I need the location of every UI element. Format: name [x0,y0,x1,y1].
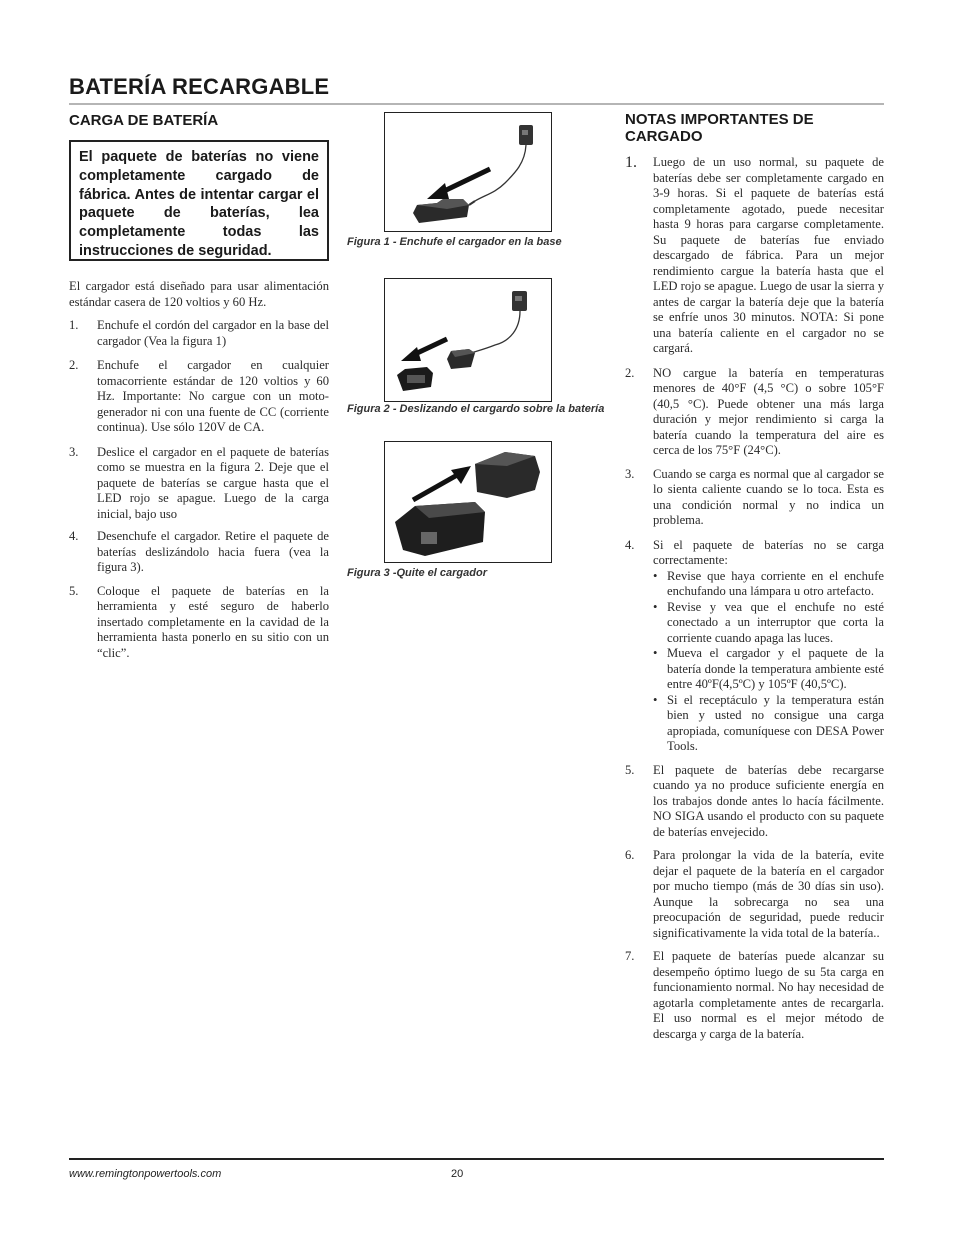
notes-heading: NOTAS IMPORTANTES DE CARGADO [625,111,814,145]
step-item: 4. Desenchufe el cargador. Retire el paquete de baterías deslizándolo hacia fuera (vea la figura 3). [69,529,329,574]
figure-2-caption: Figura 2 - Deslizando el cargardo sobre la batería [347,403,605,415]
page-number: 20 [451,1168,464,1180]
figure-2-image [384,278,552,402]
note-item: 1. Luego de un uso normal, su paquete de baterías debe ser completamente cargado en 3-9 horas. Si el paquete de baterías está completamente agotado, puede necesitar hasta 9 horas para cargarse completamente. Su paquete de baterías fue enviado descargado de fábrica. Para un mejor rendimiento cargue la batería hasta que el LED rojo se apague. Luego de usar la sierra y antes de cargar la batería deje que la batería se enfríe unos 30 minutos. NOTA: Si pone una batería caliente en el cargador no se cargará. [625,154,884,355]
note-item: 3. Cuando se carga es normal que al cargador se lo sienta caliente cuando se lo toca. Esta es una condición normal y no indica un problema. [625,466,884,527]
troubleshoot-bullet: • Revise que haya corriente en el enchufe enchufando una lámpara u otro artefacto. [653,568,884,598]
step-item: 3. Deslice el cargador en el paquete de baterías como se muestra en la figura 2. Deje que el paquete de baterías se cargue hasta que el LED rojo se apague. Luego de la carga inicial, bajo uso [69,444,329,521]
figure-3-image [384,441,552,563]
charging-heading: CARGA DE BATERÍA [69,112,219,129]
note-item: 7. El paquete de baterías puede alcanzar su desempeño óptimo luego de su 5ta carga en funcionamiento normal. No hay necesidad de agotarla completamente antes de recargarla. El uso normal es el mejor método de descarga y carga de la batería. [625,949,884,1041]
step-item: 2. Enchufe el cargador en cualquier tomacorriente estándar de 120 voltios y 60 Hz. Importante: No cargue con un moto-generador ni con una fuente de CC (corriente continua). Use sólo 120V de CA. [69,358,329,434]
troubleshoot-bullet: • Revise y vea que el enchufe no esté conectado a un interruptor que corta la corriente cuando apaga las luces. [653,599,884,645]
footer-url: www.remingtonpowertools.com [69,1168,222,1180]
remove-charger-illustration [385,442,550,561]
note-item: 5. El paquete de baterías debe recargarse cuando ya no produce suficiente energía en los trabajos donde antes lo hacía fácilmente. NO SIGA usando el producto con su paquete de baterías envejecido. [625,762,884,839]
warning-box: El paquete de baterías no viene completamente cargado de fábrica. Antes de intentar cargar el paquete de baterías, lea completamente todas las instrucciones de seguridad. [69,140,329,261]
figure-1-caption: Figura 1 - Enchufe el cargador en la base [347,236,562,248]
title-divider [69,103,884,105]
troubleshoot-bullet: • Mueva el cargador y el paquete de la batería donde la temperatura ambiente esté entre 40ºF(4,5ºC) y 105ºF (40,5ºC). [653,646,884,691]
charger-slide-illustration [385,279,550,400]
step-item: 1. Enchufe el cordón del cargador en la base del cargador (Vea la figura 1) [69,318,329,348]
figure-1-image [384,112,552,232]
page-title: BATERÍA RECARGABLE [69,74,330,99]
left-column-text [69,279,329,661]
note-item: 2. NO cargue la batería en temperaturas menores de 40°F (4,5 °C) o sobre 105°F (40,5 °C). Puede obtener una más larga duración y mejor rendimiento si carga la batería cuando la temperatura del aire es cerca de los 75°F (24°C). [625,365,884,457]
note-item: 4. Si el paquete de baterías no se carga correctamente: • Revise que haya corriente en el enchufe enchufando una lámpara u otro artefacto. • Revise y vea que el enchufe no esté conectado a un interruptor que corta la corriente cuando apaga las luces. • Mueva el cargador y el paquete de la batería donde la temperatura ambiente esté entre 40ºF(4,5ºC) y 105ºF (40,5ºC). • Si el receptáculo y la temperatura están bien y usted no consigue una carga apropiada, comuníquese con DESA Power Tools. [625,537,884,753]
intro-paragraph: El cargador está diseñado para usar alimentación estándar casera de 120 voltios y 60 Hz. [69,279,329,309]
right-column-text [625,155,884,1042]
troubleshoot-bullet: • Si el receptáculo y la temperatura están bien y usted no consigue una carga apropiada, comuníquese con DESA Power Tools. [653,692,884,753]
note-item: 6. Para prolongar la vida de la batería, evite dejar el paquete de la batería en el cargador por mucho tiempo (más de 30 días sin uso). Aunque la sobrecarga no sea una preocupación de seguridad, puede reducir significativamente la vida total de la batería.. [625,848,884,940]
step-item: 5. Coloque el paquete de baterías en la herramienta y esté seguro de haberlo insertado completamente en la cavidad de la herramienta hasta ponerlo en su sitio con un “clic”. [69,583,329,660]
charger-plug-illustration [385,113,550,230]
figure-3-caption: Figura 3 -Quite el cargador [347,567,487,579]
footer-divider [69,1158,884,1160]
